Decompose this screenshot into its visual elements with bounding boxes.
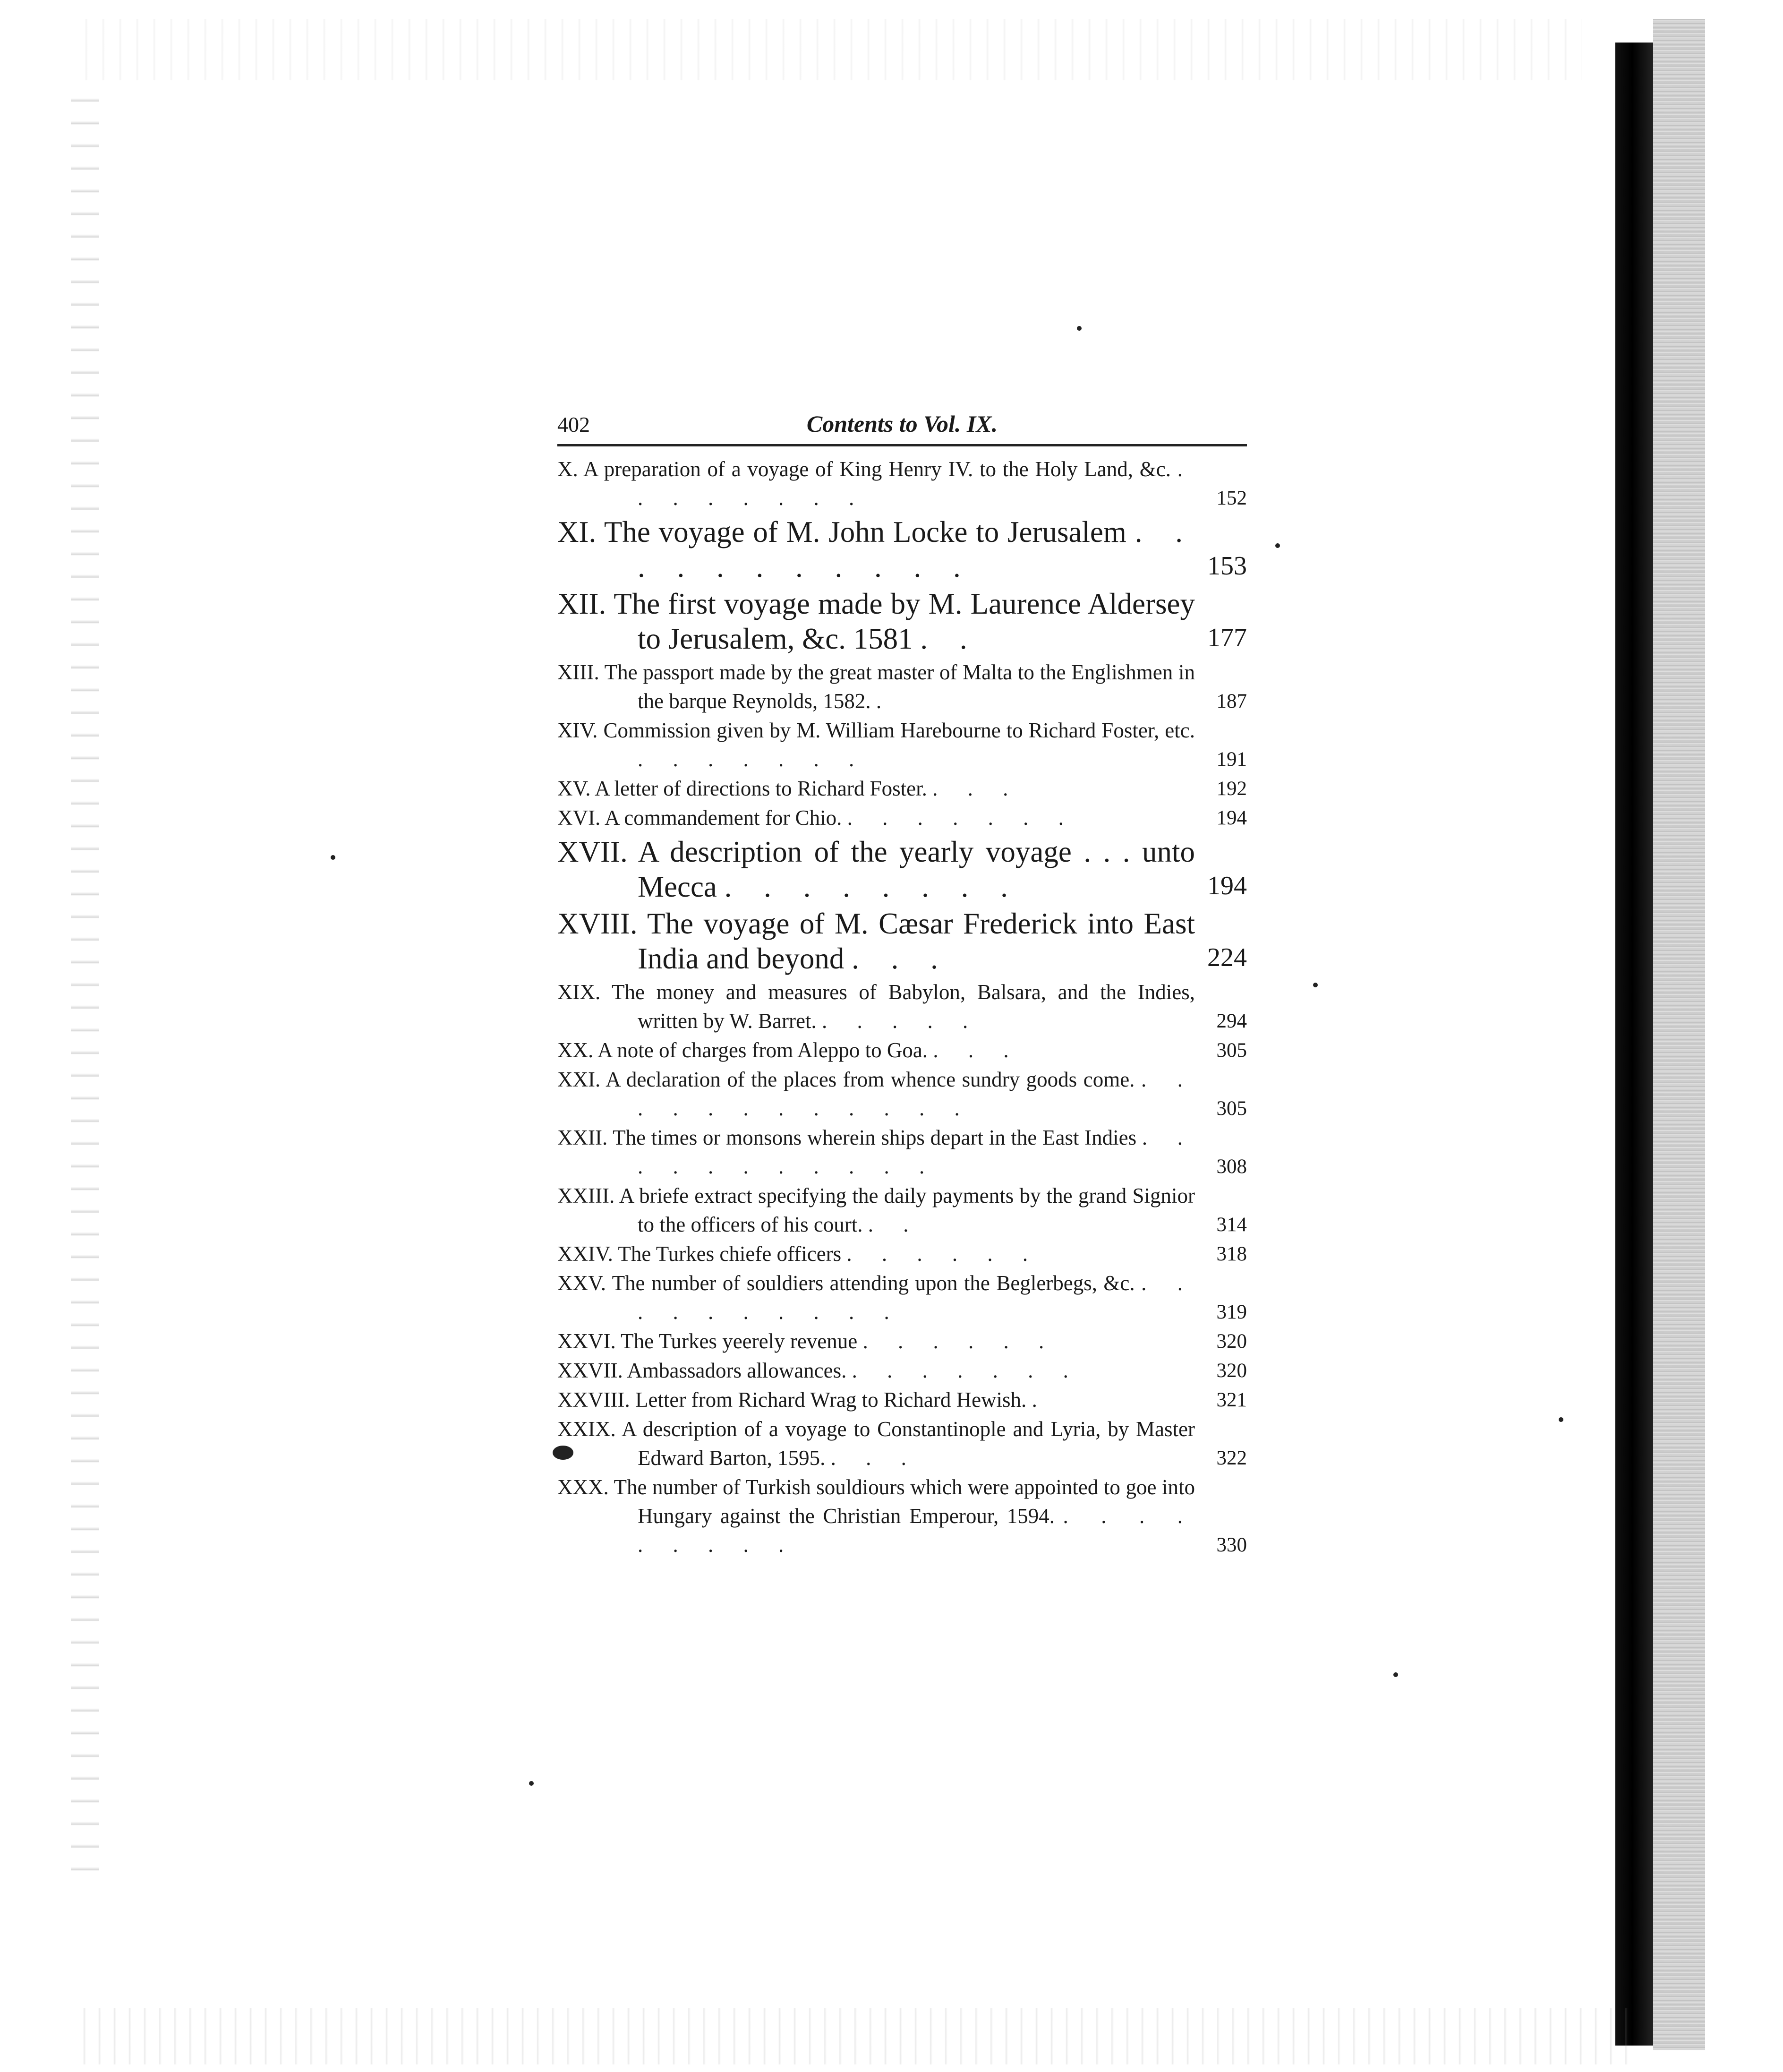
contents-entry [557,804,1247,832]
entry-numeral: X. [557,457,578,481]
entry-numeral: XX. [557,1038,594,1062]
dot-leaders: . . . . . . . . . . . [638,515,1195,583]
entry-numeral: XIX. [557,980,601,1004]
dot-leaders: . . . [933,1038,1021,1062]
entry-numeral: XII. [557,587,606,620]
entry-numeral: XXI. [557,1068,601,1091]
contents-entry [557,1065,1247,1123]
contents-entry [557,658,1247,716]
contents-entry [557,586,1247,656]
scan-noise-left [71,94,99,1890]
contents-entry [557,774,1247,803]
entry-title: The number of souldiers attending upon the Beglerbegs, &c. [612,1271,1135,1295]
entry-page: 318 [1216,1243,1247,1265]
dot-leaders: . . . . . . [846,1242,1041,1266]
dot-leaders: . . . . . . . . . . . [638,1126,1195,1178]
entry-numeral: XI. [557,515,597,548]
entry-title: The money and measures of Babylon, Balsara, and the Indies, written by W. Barret. [612,980,1195,1033]
dot-leaders: . . . . . . . [638,747,867,771]
entry-title: Letter from Richard Wrag to Richard Hewish. [635,1388,1027,1412]
entry-page: 187 [1216,690,1247,712]
dot-leaders: . [1032,1388,1049,1412]
entry-title: The voyage of M. Cæsar Frederick into East India and beyond [638,907,1195,975]
scan-noise-right [1653,19,1705,2050]
scan-speck [1393,1672,1398,1677]
entry-title: The Turkes yeerely revenue [621,1329,858,1353]
entry-page: 152 [1216,487,1247,509]
dot-leaders: . . [868,1213,921,1236]
scan-speck [529,1781,534,1786]
entry-numeral: XXVII. [557,1359,623,1382]
entry-page: 194 [1216,807,1247,829]
contents-entry [557,716,1247,774]
entry-numeral: XXVIII. [557,1388,630,1412]
contents-entry [557,1327,1247,1356]
entry-title: A note of charges from Aleppo to Goa. [597,1038,928,1062]
contents-entry [557,906,1247,976]
contents-entry [557,1386,1247,1414]
dot-leaders: . . . . . . . . . . . . [638,1068,1195,1120]
entry-title: A preparation of a voyage of King Henry IV. to the Holy Land, &c. [583,457,1171,481]
contents-entry [557,1269,1247,1327]
contents-entry [557,514,1247,584]
contents-entry [557,1240,1247,1268]
contents-entry [557,455,1247,513]
entry-title: Commission given by M. William Harebourne to Richard Foster, etc. [603,719,1195,742]
entry-page: 322 [1216,1447,1247,1469]
entry-page: 224 [1207,943,1247,972]
contents-entry [557,978,1247,1036]
dot-leaders: . . . . . . [862,1329,1057,1353]
entry-numeral: XVI. [557,806,601,830]
entry-page: 330 [1216,1534,1247,1556]
entry-title: The passport made by the great master of Malta to the Englishmen in the barque Reynolds, 1582. [604,660,1195,713]
entry-page: 153 [1207,551,1247,581]
book-binding-shadow [1615,43,1653,2046]
entry-numeral: XIV. [557,719,598,742]
entry-title: The times or monsons wherein ships depart in the East Indies [613,1126,1137,1149]
page-header [557,406,1247,446]
dot-leaders: . . . . . . . . . [638,1504,1195,1557]
running-title: Contents to Vol. IX. [806,411,998,437]
scan-speck [1313,983,1318,987]
contents-entry [557,1356,1247,1385]
entry-page: 321 [1216,1389,1247,1411]
entry-numeral: XIII. [557,660,599,684]
dot-leaders: . . . [852,942,950,975]
entry-numeral: XXIV. [557,1242,613,1266]
entry-numeral: XXX. [557,1475,609,1499]
entry-page: 320 [1216,1360,1247,1382]
scan-speck [1559,1417,1563,1422]
dot-leaders: . . . . . . . [852,1359,1081,1382]
scan-speck [1077,326,1082,331]
scan-noise-top [71,19,1582,80]
entry-page: 305 [1216,1039,1247,1062]
scan-speck [331,855,335,860]
entry-numeral: XXVI. [557,1329,616,1353]
entry-title: The voyage of M. John Locke to Jerusalem [604,515,1126,548]
contents-entry [557,1123,1247,1181]
entry-title: The number of Turkish souldiours which were appointed to goe into Hungary against the Christian Emperour, 1594. [614,1475,1195,1528]
entry-page: 177 [1207,623,1247,652]
contents-list [557,455,1247,1559]
entry-title: A description of a voyage to Constantinople and Lyria, by Master Edward Barton, 1595. [622,1417,1195,1470]
entry-title: The first voyage made by M. Laurence Aldersey to Jerusalem, &c. 1581 [614,587,1195,655]
contents-entry [557,1036,1247,1065]
dot-leaders: . . . . . . . . [638,457,1195,510]
contents-entry [557,1182,1247,1239]
entry-title: A letter of directions to Richard Foster. [595,777,927,800]
dot-leaders: . . . [932,777,1021,800]
contents-entry [557,1473,1247,1559]
entry-numeral: XVIII. [557,907,638,940]
dot-leaders: . . . . . . . . [724,870,1020,903]
contents-entry [557,1415,1247,1473]
page-number: 402 [557,412,590,437]
entry-title: A commandement for Chio. [605,806,842,830]
entry-page: 305 [1216,1097,1247,1120]
dot-leaders: . [876,689,894,713]
entry-title: The Turkes chiefe officers [618,1242,842,1266]
entry-numeral: XXII. [557,1126,608,1149]
entry-page: 294 [1216,1010,1247,1032]
entry-numeral: XXIX. [557,1417,616,1441]
entry-page: 191 [1216,748,1247,771]
scan-speck [1275,543,1280,548]
entry-page: 314 [1216,1214,1247,1236]
dot-leaders: . . . [830,1446,919,1470]
entry-title: A description of the yearly voyage . . . unto Mecca [638,835,1195,903]
entry-numeral: XXV. [557,1271,606,1295]
entry-title: A declaration of the places from whence sundry goods come. [606,1068,1135,1091]
contents-entry [557,834,1247,904]
entry-page: 192 [1216,778,1247,800]
entry-title: Ambassadors allowances. [627,1359,847,1382]
entry-numeral: XV. [557,777,591,800]
entry-numeral: XXIII. [557,1184,615,1207]
entry-page: 319 [1216,1301,1247,1323]
entry-title: A briefe extract specifying the daily payments by the grand Signior to the officers of his court. [619,1184,1195,1236]
dot-leaders: . . . . . . . . . . [638,1271,1195,1324]
scan-noise-bottom [71,2008,1629,2064]
entry-page: 320 [1216,1330,1247,1353]
dot-leaders: . . . . . [821,1009,981,1033]
entry-page: 194 [1207,871,1247,900]
contents-page [557,406,1247,1560]
entry-page: 308 [1216,1156,1247,1178]
dot-leaders: . . [920,622,980,655]
dot-leaders: . . . . . . . [847,806,1076,830]
entry-numeral: XVII. [557,835,628,868]
